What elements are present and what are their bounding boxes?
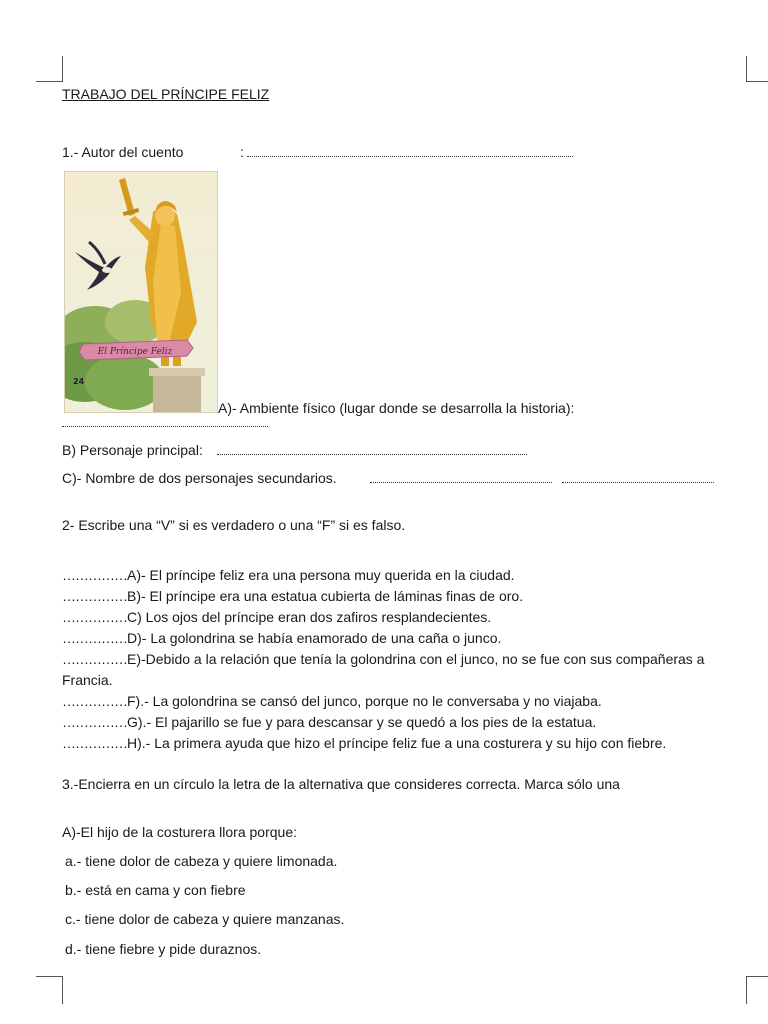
secundarios-label: C)- Nombre de dos personajes secundarios. bbox=[62, 470, 337, 486]
q3-option-a[interactable]: a.- tiene dolor de cabeza y quiere limonada. bbox=[65, 853, 338, 869]
tf-item-e bbox=[62, 650, 704, 668]
prince-statue-illustration bbox=[65, 172, 217, 412]
q3-instruction: 3.-Encierra en un círculo la letra de la alternativa que consideres correcta. Marca sólo una bbox=[62, 776, 620, 792]
autor-label: 1.- Autor del cuento bbox=[62, 144, 184, 160]
tf-blank[interactable]: …………… bbox=[62, 693, 127, 709]
tf-statement: H).- La primera ayuda que hizo el príncipe feliz fue a una costurera y su hijo con fiebre. bbox=[127, 735, 667, 751]
ambiente-answer-line[interactable] bbox=[62, 426, 268, 427]
tf-blank[interactable]: …………… bbox=[62, 609, 127, 625]
tf-item-b bbox=[62, 587, 523, 605]
secundario-2-answer-line[interactable] bbox=[562, 482, 714, 483]
book-cover-image bbox=[64, 171, 218, 413]
cover-title: El Príncipe Feliz bbox=[97, 347, 173, 357]
tf-blank[interactable]: …………… bbox=[62, 735, 127, 751]
tf-item-d bbox=[62, 629, 501, 647]
tf-blank[interactable]: …………… bbox=[62, 714, 127, 730]
tf-item-f bbox=[62, 692, 602, 710]
q3-option-d[interactable]: d.- tiene fiebre y pide duraznos. bbox=[65, 941, 262, 957]
autor-answer-line[interactable] bbox=[247, 156, 573, 157]
tf-statement: A)- El príncipe feliz era una persona muy querida en la ciudad. bbox=[127, 567, 515, 583]
personaje-label: B) Personaje principal: bbox=[62, 442, 203, 458]
ambiente-label: A)- Ambiente físico (lugar donde se desarrolla la historia): bbox=[218, 400, 575, 416]
tf-item-h bbox=[62, 734, 666, 752]
tf-statement: D)- La golondrina se había enamorado de una caña o junco. bbox=[127, 630, 502, 646]
page-title: TRABAJO DEL PRÍNCIPE FELIZ bbox=[62, 86, 270, 102]
tf-statement: C) Los ojos del príncipe eran dos zafiros resplandecientes. bbox=[127, 609, 492, 625]
tf-statement: F).- La golondrina se cansó del junco, porque no le conversaba y no viajaba. bbox=[127, 693, 602, 709]
cover-number: 24 bbox=[73, 377, 85, 386]
tf-statement: G).- El pajarillo se fue y para descansar y se quedó a los pies de la estatua. bbox=[127, 714, 597, 730]
tf-blank[interactable]: …………… bbox=[62, 588, 127, 604]
q3-question: A)-El hijo de la costurera llora porque: bbox=[62, 824, 298, 840]
tf-blank[interactable]: …………… bbox=[62, 630, 127, 646]
tf-item-e-continuation: Francia. bbox=[62, 672, 113, 688]
personaje-answer-line[interactable] bbox=[217, 454, 527, 455]
secundario-1-answer-line[interactable] bbox=[370, 482, 552, 483]
tf-statement: B)- El príncipe era una estatua cubierta de láminas finas de oro. bbox=[127, 588, 524, 604]
tf-blank[interactable]: …………… bbox=[62, 651, 127, 667]
crop-mark-br-h bbox=[746, 976, 768, 977]
q3-option-b[interactable]: b.- está en cama y con fiebre bbox=[65, 882, 246, 898]
tf-blank[interactable]: …………… bbox=[62, 567, 127, 583]
crop-mark-bl-h bbox=[36, 976, 63, 977]
crop-mark-tl-v bbox=[62, 56, 63, 82]
tf-statement: E)-Debido a la relación que tenía la golondrina con el junco, no se fue con sus compañeras a bbox=[127, 651, 705, 667]
tf-item-a bbox=[62, 566, 515, 584]
crop-mark-tr-v bbox=[746, 56, 747, 82]
crop-mark-bl-v bbox=[62, 976, 63, 1004]
tf-item-c bbox=[62, 608, 491, 626]
autor-colon: : bbox=[240, 144, 244, 160]
q2-instruction: 2- Escribe una “V” si es verdadero o una “F” si es falso. bbox=[62, 517, 406, 533]
tf-item-g bbox=[62, 713, 596, 731]
crop-mark-tl-h bbox=[36, 81, 63, 82]
crop-mark-tr-h bbox=[746, 81, 768, 82]
crop-mark-br-v bbox=[746, 976, 747, 1004]
q3-option-c[interactable]: c.- tiene dolor de cabeza y quiere manzanas. bbox=[65, 911, 345, 927]
